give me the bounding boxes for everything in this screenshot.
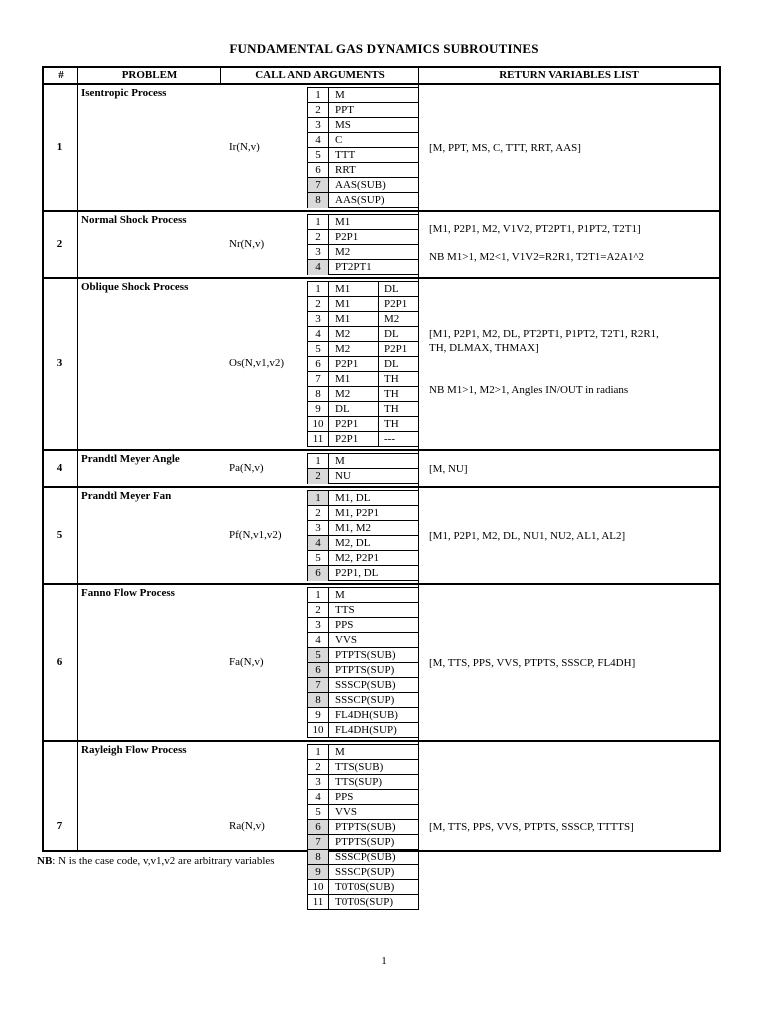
case-code: 8 xyxy=(308,693,329,707)
case-code: 4 xyxy=(308,790,329,804)
case-variable: C xyxy=(335,134,343,146)
case-variable: AAS(SUB) xyxy=(335,179,386,191)
case-code: 1 xyxy=(308,282,329,296)
case-variable: M1, M2 xyxy=(335,522,372,534)
case-code: 3 xyxy=(308,118,329,132)
case-variable: PPS xyxy=(335,791,354,803)
problem-number: 7 xyxy=(56,820,63,832)
case-code: 3 xyxy=(308,775,329,789)
case-row xyxy=(308,633,418,648)
problem-number: 6 xyxy=(56,655,63,668)
problem-number: 5 xyxy=(56,528,63,541)
case-variable: SSSCP(SUP) xyxy=(335,866,395,878)
return-line: [M, NU] xyxy=(429,462,468,475)
case-variable: M xyxy=(335,746,345,758)
problem-block xyxy=(44,210,719,277)
return-line: TH, DLMAX, THMAX] xyxy=(429,342,539,354)
return-line xyxy=(429,236,644,250)
case-code: 9 xyxy=(308,708,329,722)
case-code: 8 xyxy=(308,193,329,208)
case-variable: TTS(SUB) xyxy=(335,761,384,773)
case-code: 5 xyxy=(308,805,329,819)
case-variable-2: --- xyxy=(378,432,395,447)
case-row xyxy=(308,103,418,118)
case-row xyxy=(308,895,418,910)
header-number: # xyxy=(58,69,64,81)
case-variable: T0T0S(SUB) xyxy=(335,881,395,893)
case-variable: M1 xyxy=(335,216,351,228)
return-variables xyxy=(429,222,644,264)
problem-block xyxy=(44,486,719,583)
case-row xyxy=(308,745,418,760)
case-variable: PTPTS(SUB) xyxy=(335,821,396,833)
case-code: 5 xyxy=(308,648,329,662)
call-signature: Os(N,v1,v2) xyxy=(229,357,284,369)
case-row xyxy=(308,133,418,148)
case-row xyxy=(308,193,418,208)
case-row xyxy=(308,880,418,895)
header-problem: PROBLEM xyxy=(121,69,178,81)
case-row xyxy=(308,148,418,163)
case-list xyxy=(307,281,419,447)
case-code: 1 xyxy=(308,588,329,602)
case-variable: DL xyxy=(335,403,350,415)
case-code: 10 xyxy=(308,880,329,894)
case-code: 11 xyxy=(308,432,329,447)
return-line: [M, TTS, PPS, VVS, PTPTS, SSSCP, FL4DH] xyxy=(429,656,636,669)
case-row xyxy=(308,648,418,663)
table-header xyxy=(44,68,719,85)
case-variable-2: P2P1 xyxy=(378,342,407,356)
case-code: 6 xyxy=(308,566,329,581)
case-variable: PTPTS(SUP) xyxy=(335,664,395,676)
return-line: [M, PPT, MS, C, TTT, RRT, AAS] xyxy=(429,141,581,154)
case-code: 4 xyxy=(308,633,329,647)
problem-number: 1 xyxy=(56,140,63,153)
return-line: NB M1>1, M2>1, Angles IN/OUT in radians xyxy=(429,384,629,396)
case-row xyxy=(308,327,418,342)
case-row xyxy=(308,835,418,850)
case-variable: SSSCP(SUP) xyxy=(335,694,395,706)
case-row xyxy=(308,723,418,738)
case-variable-2: TH xyxy=(378,417,399,431)
case-variable-2: DL xyxy=(378,282,399,296)
call-signature: Pa(N,v) xyxy=(229,461,264,474)
problem-name: Fanno Flow Process xyxy=(81,587,175,599)
problem-name: Isentropic Process xyxy=(81,87,167,99)
case-code: 8 xyxy=(308,850,329,864)
case-variable: M2, DL xyxy=(335,537,371,549)
return-line xyxy=(429,369,659,383)
problem-name: Rayleigh Flow Process xyxy=(81,744,187,756)
case-row xyxy=(308,163,418,178)
case-variable: PTPTS(SUB) xyxy=(335,649,396,661)
case-variable: P2P1 xyxy=(335,358,359,370)
case-variable-2: DL xyxy=(378,357,399,371)
case-variable: PPT xyxy=(335,104,354,116)
case-variable: FL4DH(SUP) xyxy=(335,724,397,736)
case-variable: TTS(SUP) xyxy=(335,776,383,788)
case-row xyxy=(308,432,418,447)
case-row xyxy=(308,775,418,790)
case-variable: PPS xyxy=(335,619,354,631)
case-code: 6 xyxy=(308,663,329,677)
problem-name: Oblique Shock Process xyxy=(81,281,189,293)
case-variable: RRT xyxy=(335,164,356,176)
case-list xyxy=(307,744,419,910)
return-variables xyxy=(429,462,468,476)
case-variable-2: P2P1 xyxy=(378,297,407,311)
case-code: 2 xyxy=(308,230,329,244)
case-code: 2 xyxy=(308,103,329,117)
case-code: 7 xyxy=(308,178,329,192)
problem-block xyxy=(44,277,719,449)
case-variable: M xyxy=(335,589,345,601)
case-code: 2 xyxy=(308,506,329,520)
case-code: 1 xyxy=(308,454,329,468)
case-row xyxy=(308,342,418,357)
case-row xyxy=(308,417,418,432)
case-row xyxy=(308,506,418,521)
case-code: 3 xyxy=(308,312,329,326)
case-row xyxy=(308,536,418,551)
problem-name: Prandtl Meyer Angle xyxy=(81,453,180,465)
problem-name: Normal Shock Process xyxy=(81,214,187,226)
case-variable: M1 xyxy=(335,373,351,385)
case-code: 10 xyxy=(308,417,329,431)
problem-block xyxy=(44,583,719,740)
case-row xyxy=(308,357,418,372)
problem-block xyxy=(44,740,719,912)
case-variable: TTT xyxy=(335,149,356,161)
case-variable: M2 xyxy=(335,328,351,340)
call-signature: Pf(N,v1,v2) xyxy=(229,528,282,541)
page-number: 1 xyxy=(381,955,387,967)
case-variable: M2 xyxy=(335,388,351,400)
problem-number: 2 xyxy=(56,237,63,250)
case-variable: M2 xyxy=(335,343,351,355)
case-row xyxy=(308,491,418,506)
case-variable: NU xyxy=(335,470,351,482)
call-signature: Ir(N,v) xyxy=(229,140,260,153)
case-code: 5 xyxy=(308,148,329,162)
case-code: 10 xyxy=(308,723,329,738)
case-row xyxy=(308,402,418,417)
case-variable: P2P1 xyxy=(335,418,359,430)
case-row xyxy=(308,618,418,633)
case-row xyxy=(308,760,418,775)
case-list xyxy=(307,453,419,484)
case-row xyxy=(308,88,418,103)
case-code: 1 xyxy=(308,745,329,759)
case-code: 11 xyxy=(308,895,329,910)
case-code: 2 xyxy=(308,469,329,484)
case-code: 5 xyxy=(308,551,329,565)
return-line xyxy=(429,355,659,369)
case-list xyxy=(307,490,419,581)
case-code: 6 xyxy=(308,163,329,177)
column-divider xyxy=(220,68,221,85)
case-variable: M xyxy=(335,89,345,101)
return-variables xyxy=(429,820,634,834)
case-variable: SSSCP(SUB) xyxy=(335,851,396,863)
case-code: 4 xyxy=(308,133,329,147)
call-signature: Ra(N,v) xyxy=(229,820,265,832)
case-variable-2: M2 xyxy=(378,312,399,326)
case-variable-2: TH xyxy=(378,372,399,386)
return-variables xyxy=(429,141,581,155)
case-row xyxy=(308,693,418,708)
case-row xyxy=(308,678,418,693)
case-variable: PTPTS(SUP) xyxy=(335,836,395,848)
return-line: [M1, P2P1, M2, DL, PT2PT1, P1PT2, T2T1, R2R1, xyxy=(429,328,659,340)
case-variable: M1 xyxy=(335,298,351,310)
case-row xyxy=(308,245,418,260)
case-code: 7 xyxy=(308,835,329,849)
return-line: [M, TTS, PPS, VVS, PTPTS, SSSCP, TTTTS] xyxy=(429,821,634,833)
case-row xyxy=(308,454,418,469)
case-variable: M1, DL xyxy=(335,492,371,504)
case-row xyxy=(308,372,418,387)
case-row xyxy=(308,850,418,865)
case-code: 7 xyxy=(308,678,329,692)
case-variable: FL4DH(SUB) xyxy=(335,709,398,721)
header-return: RETURN VARIABLES LIST xyxy=(499,69,639,81)
case-code: 3 xyxy=(308,521,329,535)
case-code: 3 xyxy=(308,245,329,259)
case-row xyxy=(308,708,418,723)
case-row xyxy=(308,865,418,880)
case-code: 5 xyxy=(308,342,329,356)
return-variables xyxy=(429,529,625,543)
return-line: NB M1>1, M2<1, V1V2=R2R1, T2T1=A2A1^2 xyxy=(429,250,645,263)
case-row xyxy=(308,312,418,327)
case-variable: VVS xyxy=(335,806,358,818)
case-variable: P2P1 xyxy=(335,231,359,243)
case-variable-2: DL xyxy=(378,327,399,341)
case-variable: SSSCP(SUB) xyxy=(335,679,396,691)
case-variable-2: TH xyxy=(378,402,399,416)
case-variable-2: TH xyxy=(378,387,399,401)
case-list xyxy=(307,214,419,275)
case-variable: M1 xyxy=(335,283,351,295)
return-variables xyxy=(429,656,635,670)
case-row xyxy=(308,603,418,618)
case-row xyxy=(308,469,418,484)
case-code: 4 xyxy=(308,260,329,275)
case-code: 8 xyxy=(308,387,329,401)
return-line: [M1, P2P1, M2, DL, NU1, NU2, AL1, AL2] xyxy=(429,529,626,542)
case-code: 2 xyxy=(308,760,329,774)
case-list xyxy=(307,87,419,208)
case-row xyxy=(308,178,418,193)
case-code: 4 xyxy=(308,536,329,550)
case-row xyxy=(308,521,418,536)
call-signature: Nr(N,v) xyxy=(229,237,265,250)
case-variable: VVS xyxy=(335,634,358,646)
case-variable: MS xyxy=(335,119,351,131)
case-variable: M1, P2P1 xyxy=(335,507,380,519)
case-row xyxy=(308,118,418,133)
case-variable: T0T0S(SUP) xyxy=(335,896,394,908)
problem-block xyxy=(44,449,719,486)
footnote: NB: N is the case code, v,v1,v2 are arbitrary variables xyxy=(37,855,275,867)
case-code: 6 xyxy=(308,820,329,834)
case-row xyxy=(308,805,418,820)
case-row xyxy=(308,282,418,297)
case-list xyxy=(307,587,419,738)
document-title: FUNDAMENTAL GAS DYNAMICS SUBROUTINES xyxy=(229,41,539,56)
case-variable: TTS xyxy=(335,604,355,616)
problem-number: 4 xyxy=(56,461,63,474)
case-code: 9 xyxy=(308,402,329,416)
case-row xyxy=(308,588,418,603)
case-row xyxy=(308,820,418,835)
case-variable: M1 xyxy=(335,313,351,325)
case-code: 7 xyxy=(308,372,329,386)
case-code: 1 xyxy=(308,491,329,505)
case-row xyxy=(308,551,418,566)
problem-number: 3 xyxy=(56,357,63,369)
case-variable: P2P1, DL xyxy=(335,567,379,579)
problem-name: Prandtl Meyer Fan xyxy=(81,490,172,502)
case-row xyxy=(308,566,418,581)
case-row xyxy=(308,663,418,678)
case-code: 1 xyxy=(308,88,329,102)
case-variable: AAS(SUP) xyxy=(335,194,385,206)
case-row xyxy=(308,230,418,245)
case-row xyxy=(308,790,418,805)
case-row xyxy=(308,387,418,402)
header-call: CALL AND ARGUMENTS xyxy=(255,69,385,81)
case-row xyxy=(308,260,418,275)
case-code: 4 xyxy=(308,327,329,341)
case-code: 1 xyxy=(308,215,329,229)
case-code: 9 xyxy=(308,865,329,879)
case-variable: M xyxy=(335,455,345,467)
problem-block xyxy=(44,85,719,210)
return-variables xyxy=(429,327,659,397)
case-code: 3 xyxy=(308,618,329,632)
case-variable: PT2PT1 xyxy=(335,261,372,273)
case-variable: P2P1 xyxy=(335,433,359,445)
case-row xyxy=(308,215,418,230)
case-code: 2 xyxy=(308,603,329,617)
call-signature: Fa(N,v) xyxy=(229,655,264,668)
case-variable: M2, P2P1 xyxy=(335,552,380,564)
case-row xyxy=(308,297,418,312)
case-code: 6 xyxy=(308,357,329,371)
case-code: 2 xyxy=(308,297,329,311)
case-variable: M2 xyxy=(335,246,351,258)
return-line: [M1, P2P1, M2, V1V2, PT2PT1, P1PT2, T2T1] xyxy=(429,222,641,235)
